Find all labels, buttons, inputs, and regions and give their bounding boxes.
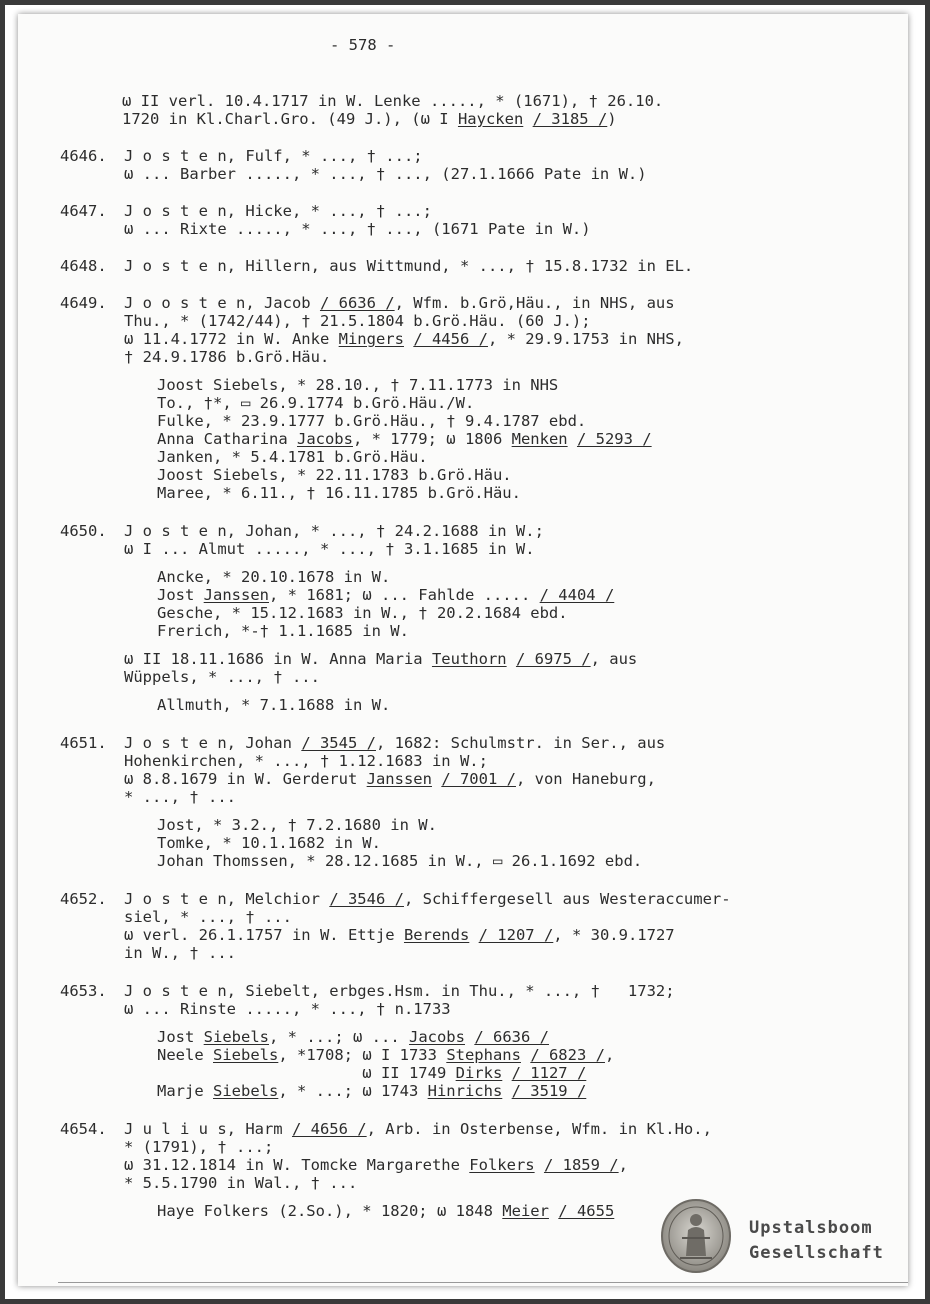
text-segment: , * 30.9.1727 [553,926,675,944]
text-line [157,816,437,834]
underlined-reference: / 4655 [558,1202,615,1220]
text-line [157,1064,586,1082]
text-segment: ) [607,110,617,128]
text-segment [469,926,478,944]
text-segment: † 24.9.1786 b.Grö.Häu. [124,348,330,366]
text-segment [568,430,577,448]
text-segment: Janken, * 5.4.1781 b.Grö.Häu. [157,448,428,466]
underlined-reference: / 4456 / [413,330,488,348]
text-line [124,982,675,1000]
text-segment: Johan Thomssen, * 28.12.1685 in W., ▭ 26.1.1692 ebd. [157,852,643,870]
text-segment: Joost Siebels, * 22.11.1783 b.Grö.Häu. [157,466,512,484]
text-segment: ω ... Rixte ....., * ..., † ..., (1671 Pate in W.) [124,220,591,238]
text-segment: Thu., * (1742/44), † 21.5.1804 b.Grö.Häu. (60 J.); [124,312,591,330]
text-segment: Marje [157,1082,213,1100]
entry-number: 4649. [60,294,107,312]
text-line [124,770,656,788]
seal-icon [660,1198,732,1274]
text-segment: Hohenkirchen, * ..., † 1.12.1683 in W.; [124,752,488,770]
text-segment: J o o s t e n, Jacob [124,294,320,312]
text-segment: Tomke, * 10.1.1682 in W. [157,834,381,852]
text-line [124,788,236,806]
text-segment: Frerich, *-† 1.1.1685 in W. [157,622,409,640]
text-line [157,484,521,502]
underlined-reference: Hinrichs [427,1082,503,1100]
text-line [157,466,512,484]
text-segment [521,1046,530,1064]
text-line [124,312,591,330]
underlined-reference: Berends [403,926,470,944]
text-line [124,908,292,926]
underlined-reference: / 3546 / [329,890,404,908]
text-line [124,202,432,220]
text-segment: ω 11.4.1772 in W. Anke [124,330,339,348]
text-segment: , * ...; ω 1743 [278,1082,428,1100]
underlined-reference: Jacobs [408,1028,465,1046]
text-line [124,926,675,944]
logo-line-1: Upstalsboom [749,1218,873,1238]
text-line [157,834,381,852]
text-segment: J o s t e n, Fulf, * ..., † ...; [124,147,423,165]
text-segment: 1720 in Kl.Charl.Gro. (49 J.), (ω I [122,110,458,128]
underlined-reference: / 1127 / [511,1064,587,1082]
entry-number: 4647. [60,202,107,220]
text-segment: , 1682: Schulmstr. in Ser., aus [375,734,666,752]
text-segment [404,330,413,348]
underlined-reference: Jacobs [296,430,353,448]
text-line [157,1202,614,1220]
underlined-reference: Folkers [469,1156,535,1174]
entry-number: 4646. [60,147,107,165]
text-segment: , von Haneburg, [515,770,656,788]
text-segment: Allmuth, * 7.1.1688 in W. [157,696,391,714]
text-line [124,147,423,165]
text-line [124,165,647,183]
text-line [124,220,591,238]
text-line [124,294,675,312]
underlined-reference: Mingers [338,330,404,348]
text-segment: , [618,1156,628,1174]
text-line [157,586,614,604]
text-segment: Fulke, * 23.9.1777 b.Grö.Häu., † 9.4.1787 ebd. [157,412,587,430]
text-line [124,890,731,908]
text-segment: ω 8.8.1679 in W. Gerderut [124,770,367,788]
underlined-reference: / 6636 / [474,1028,549,1046]
text-segment: J o s t e n, Siebelt, erbges.Hsm. in Thu., * ..., † 1732; [124,982,675,1000]
text-line [124,522,544,540]
text-segment: Gesche, * 15.12.1683 in W., † 20.2.1684 ebd. [157,604,568,622]
text-segment: Ancke, * 20.10.1678 in W. [157,568,391,586]
underlined-reference: / 7001 / [441,770,516,788]
text-segment [523,110,532,128]
underlined-reference: / 1859 / [543,1156,619,1174]
underlined-reference: Janssen [203,586,269,604]
bottom-rule [58,1282,908,1283]
text-line [124,330,684,348]
text-line [157,1082,586,1100]
text-line [157,394,474,412]
text-line [124,257,693,275]
text-segment: J o s t e n, Hicke, * ..., † ...; [124,202,432,220]
underlined-reference: / 6636 / [319,294,395,312]
text-segment: Haye Folkers (2.So.), * 1820; ω 1848 [157,1202,503,1220]
text-segment [535,1156,544,1174]
text-segment: , Wfm. b.Grö,Häu., in NHS, aus [394,294,675,312]
text-segment: Jost [157,1028,204,1046]
text-segment [507,650,516,668]
text-line [157,852,642,870]
text-line [124,944,236,962]
page-number: - 578 - [330,36,396,54]
text-line [157,376,558,394]
text-segment: * 5.5.1790 in Wal., † ... [124,1174,358,1192]
text-line [124,734,665,752]
text-segment [549,1202,558,1220]
text-segment: , aus [590,650,638,668]
text-line [122,110,617,128]
text-segment: J o s t e n, Johan [124,734,302,752]
text-line [122,92,663,110]
text-segment: , * ...; ω ... [269,1028,409,1046]
text-segment: Wüppels, * ..., † ... [124,668,320,686]
underlined-reference: / 3519 / [511,1082,587,1100]
text-segment: Joost Siebels, * 28.10., † 7.11.1773 in NHS [157,376,559,394]
text-segment: , * 29.9.1753 in NHS, [487,330,684,348]
text-segment: Maree, * 6.11., † 16.11.1785 b.Grö.Häu. [157,484,521,502]
text-segment: J o s t e n, Hillern, aus Wittmund, * ..., † 15.8.1732 in EL. [124,257,694,275]
entry-number: 4652. [60,890,107,908]
text-segment: ω II 1749 [157,1064,456,1082]
entry-number: 4650. [60,522,107,540]
text-line [157,696,390,714]
text-line [124,1156,628,1174]
underlined-reference: / 6823 / [530,1046,605,1064]
text-line [124,752,488,770]
underlined-reference: / 3545 / [301,734,376,752]
underlined-reference: / 3185 / [532,110,608,128]
text-segment: J o s t e n, Melchior [124,890,330,908]
text-line [124,1000,451,1018]
text-segment [502,1064,511,1082]
text-line [157,622,409,640]
text-line [157,1046,614,1064]
text-segment: * ..., † ... [124,788,236,806]
text-segment: siel, * ..., † ... [124,908,292,926]
text-line [157,604,568,622]
text-segment: Jost [157,586,204,604]
entry-number: 4653. [60,982,107,1000]
underlined-reference: Menken [511,430,568,448]
logo-line-2: Gesellschaft [749,1243,884,1263]
text-segment: ω ... Barber ....., * ..., † ..., (27.1.1666 Pate in W.) [124,165,647,183]
text-segment: , * 1681; ω ... Fahlde ..... [269,586,540,604]
text-segment: ω 31.12.1814 in W. Tomcke Margarethe [124,1156,470,1174]
text-segment: ω II 18.11.1686 in W. Anna Maria [124,650,432,668]
text-segment: ω II verl. 10.4.1717 in W. Lenke ....., * (1671), † 26.10. [122,92,664,110]
text-line [157,448,428,466]
text-segment: Neele [157,1046,213,1064]
text-segment [432,770,441,788]
underlined-reference: Teuthorn [431,650,507,668]
text-segment: , [604,1046,615,1064]
text-segment: , Schiffergesell aus Westeraccumer- [403,890,731,908]
underlined-reference: Haycken [457,110,524,128]
text-segment: , Arb. in Osterbense, Wfm. in Kl.Ho., [366,1120,712,1138]
text-line [157,430,652,448]
text-line [124,540,535,558]
text-segment: To., †*, ▭ 26.9.1774 b.Grö.Häu./W. [157,394,475,412]
entry-number: 4651. [60,734,107,752]
text-segment: Jost, * 3.2., † 7.2.1680 in W. [157,816,437,834]
underlined-reference: Meier [502,1202,549,1220]
underlined-reference: Siebels [203,1028,269,1046]
text-line [157,1028,549,1046]
text-segment: ω ... Rinste ....., * ..., † n.1733 [124,1000,451,1018]
text-segment: ω I ... Almut ....., * ..., † 3.1.1685 in W. [124,540,535,558]
text-segment: , * 1779; ω 1806 [352,430,512,448]
underlined-reference: / 5293 / [576,430,652,448]
entry-number: 4648. [60,257,107,275]
text-segment: Anna Catharina [157,430,297,448]
text-line [157,568,390,586]
underlined-reference: Stephans [446,1046,521,1064]
text-segment: , *1708; ω I 1733 [278,1046,447,1064]
text-line [124,348,329,366]
text-line [124,1138,273,1156]
text-segment: J o s t e n, Johan, * ..., † 24.2.1688 in W.; [124,522,544,540]
underlined-reference: / 4656 / [291,1120,367,1138]
text-segment: in W., † ... [124,944,236,962]
text-segment: J u l i u s, Harm [124,1120,292,1138]
text-line [124,1120,712,1138]
text-segment: ω verl. 26.1.1757 in W. Ettje [124,926,404,944]
underlined-reference: Janssen [366,770,432,788]
text-line [124,1174,357,1192]
underlined-reference: / 4404 / [539,586,615,604]
text-segment [502,1082,511,1100]
text-line [157,412,586,430]
underlined-reference: / 6975 / [515,650,591,668]
underlined-reference: / 1207 / [478,926,554,944]
text-line [124,650,637,668]
text-segment: * (1791), † ...; [124,1138,274,1156]
text-line [124,668,320,686]
text-segment [465,1028,474,1046]
underlined-reference: Dirks [455,1064,503,1082]
entry-number: 4654. [60,1120,107,1138]
underlined-reference: Siebels [213,1046,279,1064]
underlined-reference: Siebels [213,1082,279,1100]
